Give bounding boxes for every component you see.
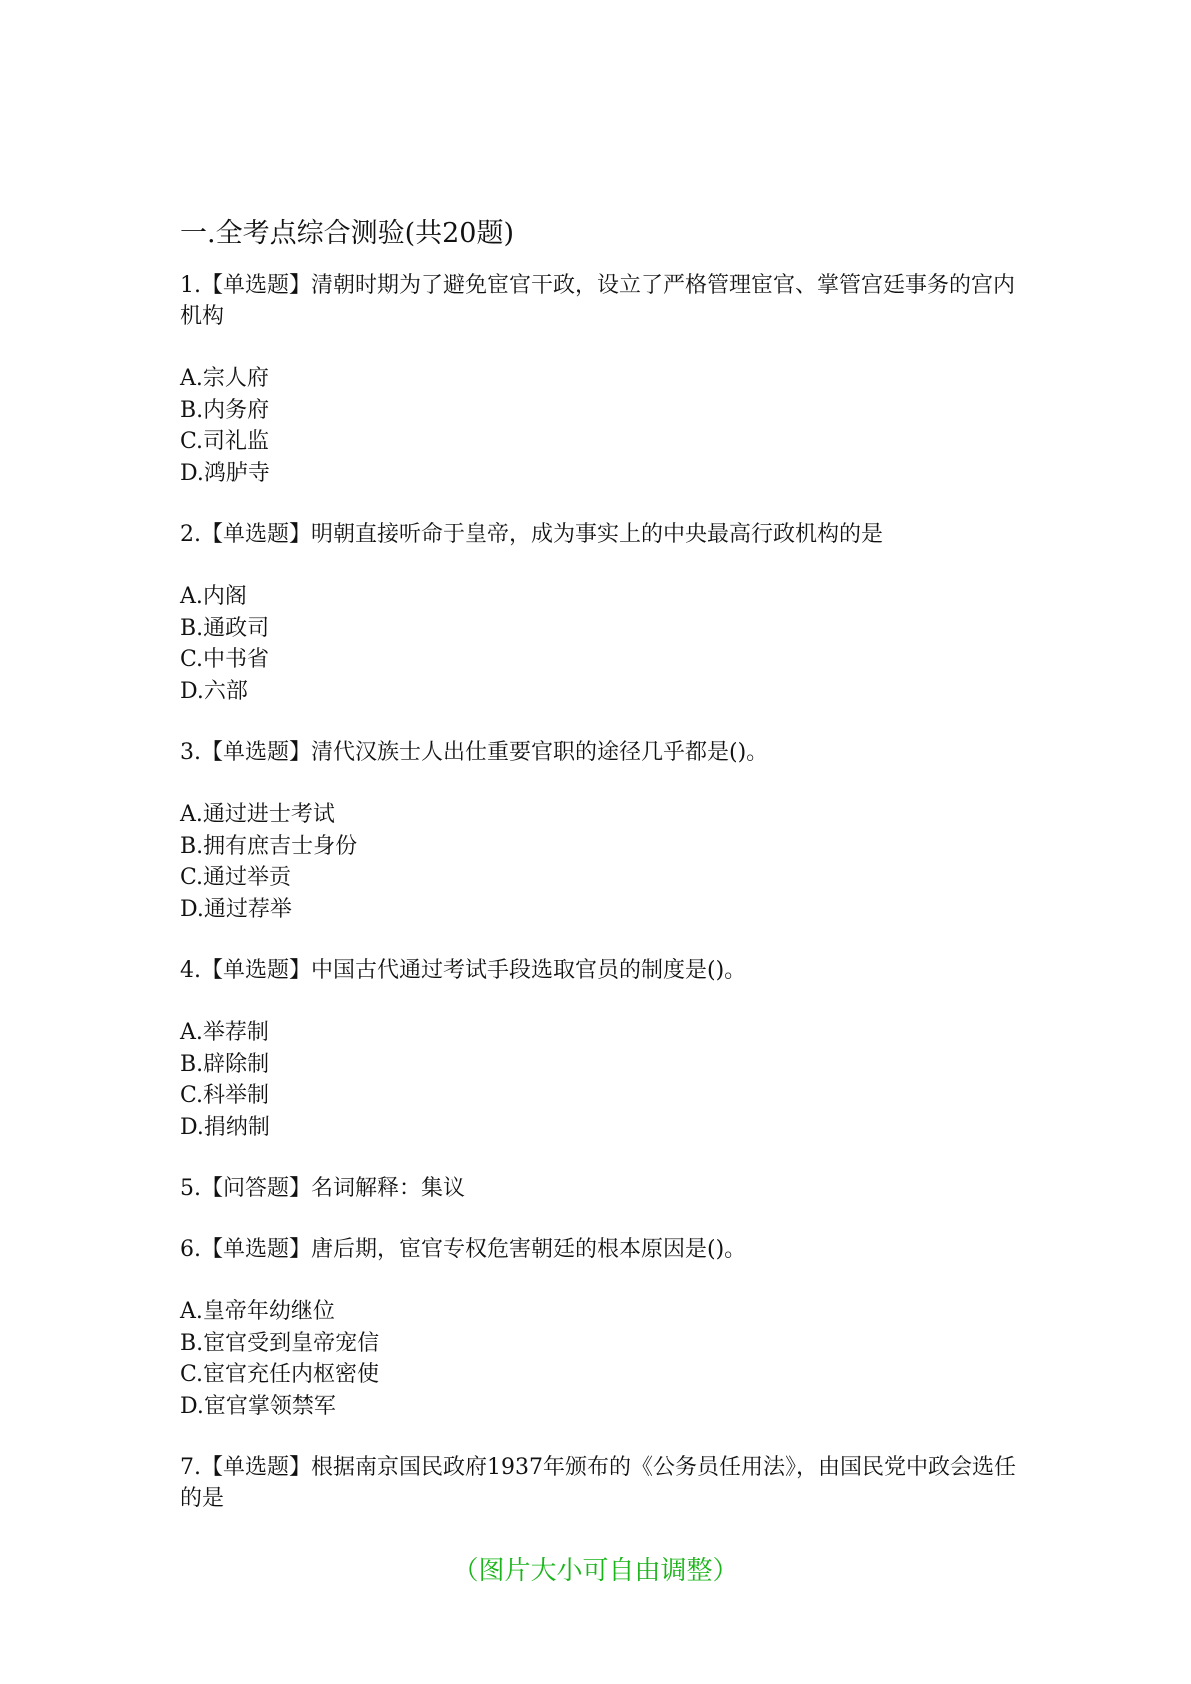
question-list [180, 270, 1020, 1544]
question-7 [180, 1452, 1020, 1514]
question-6 [180, 1234, 1020, 1422]
question-3 [180, 737, 1020, 925]
option-c: C.司礼监 [180, 429, 270, 454]
question-text: 5.【问答题】名词解释：集议 [180, 1176, 465, 1201]
option-list [180, 363, 1020, 489]
option-a: A.宗人府 [180, 366, 269, 391]
option-c: C.中书省 [180, 647, 270, 672]
question-text: 1.【单选题】清朝时期为了避免宦官干政，设立了严格管理宦官、掌管宫廷事务的宫内机构 [180, 273, 1015, 329]
option-c: C.科举制 [180, 1083, 270, 1108]
option-list [180, 1017, 1020, 1143]
question-text: 4.【单选题】中国古代通过考试手段选取官员的制度是()。 [180, 958, 747, 983]
option-b: B.通政司 [180, 615, 270, 641]
question-4 [180, 955, 1020, 1143]
option-a: A.通过进士考试 [180, 802, 335, 827]
option-c: C.通过举贡 [180, 865, 292, 890]
option-list [180, 799, 1020, 925]
section-title: 一.全考点综合测验(共20题) [180, 218, 515, 249]
option-d: D.鸿胪寺 [180, 460, 270, 486]
option-d: D.捐纳制 [180, 1114, 270, 1140]
question-text: 2.【单选题】明朝直接听命于皇帝，成为事实上的中央最高行政机构的是 [180, 522, 883, 547]
question-text: 3.【单选题】清代汉族士人出仕重要官职的途径几乎都是()。 [180, 740, 769, 765]
option-d: D.宦官掌领禁军 [180, 1393, 336, 1419]
option-d: D.六部 [180, 678, 248, 704]
question-text: 7.【单选题】根据南京国民政府1937年颁布的《公务员任用法》，由国民党中政会选任的是 [180, 1455, 1016, 1511]
option-a: A.内阁 [180, 584, 247, 609]
option-d: D.通过荐举 [180, 896, 292, 922]
option-a: A.皇帝年幼继位 [180, 1299, 335, 1324]
question-1 [180, 270, 1020, 489]
option-c: C.宦官充任内枢密使 [180, 1362, 380, 1387]
option-b: B.内务府 [180, 397, 270, 423]
question-5 [180, 1173, 1020, 1204]
image-resize-note: （图片大小可自由调整） [452, 1556, 739, 1586]
question-text: 6.【单选题】唐后期，宦官专权危害朝廷的根本原因是()。 [180, 1237, 747, 1262]
option-b: B.拥有庶吉士身份 [180, 833, 358, 859]
option-b: B.辟除制 [180, 1051, 270, 1077]
option-list [180, 1296, 1020, 1422]
option-list [180, 581, 1020, 707]
question-2 [180, 519, 1020, 707]
option-a: A.举荐制 [180, 1020, 269, 1045]
option-b: B.宦官受到皇帝宠信 [180, 1330, 380, 1356]
